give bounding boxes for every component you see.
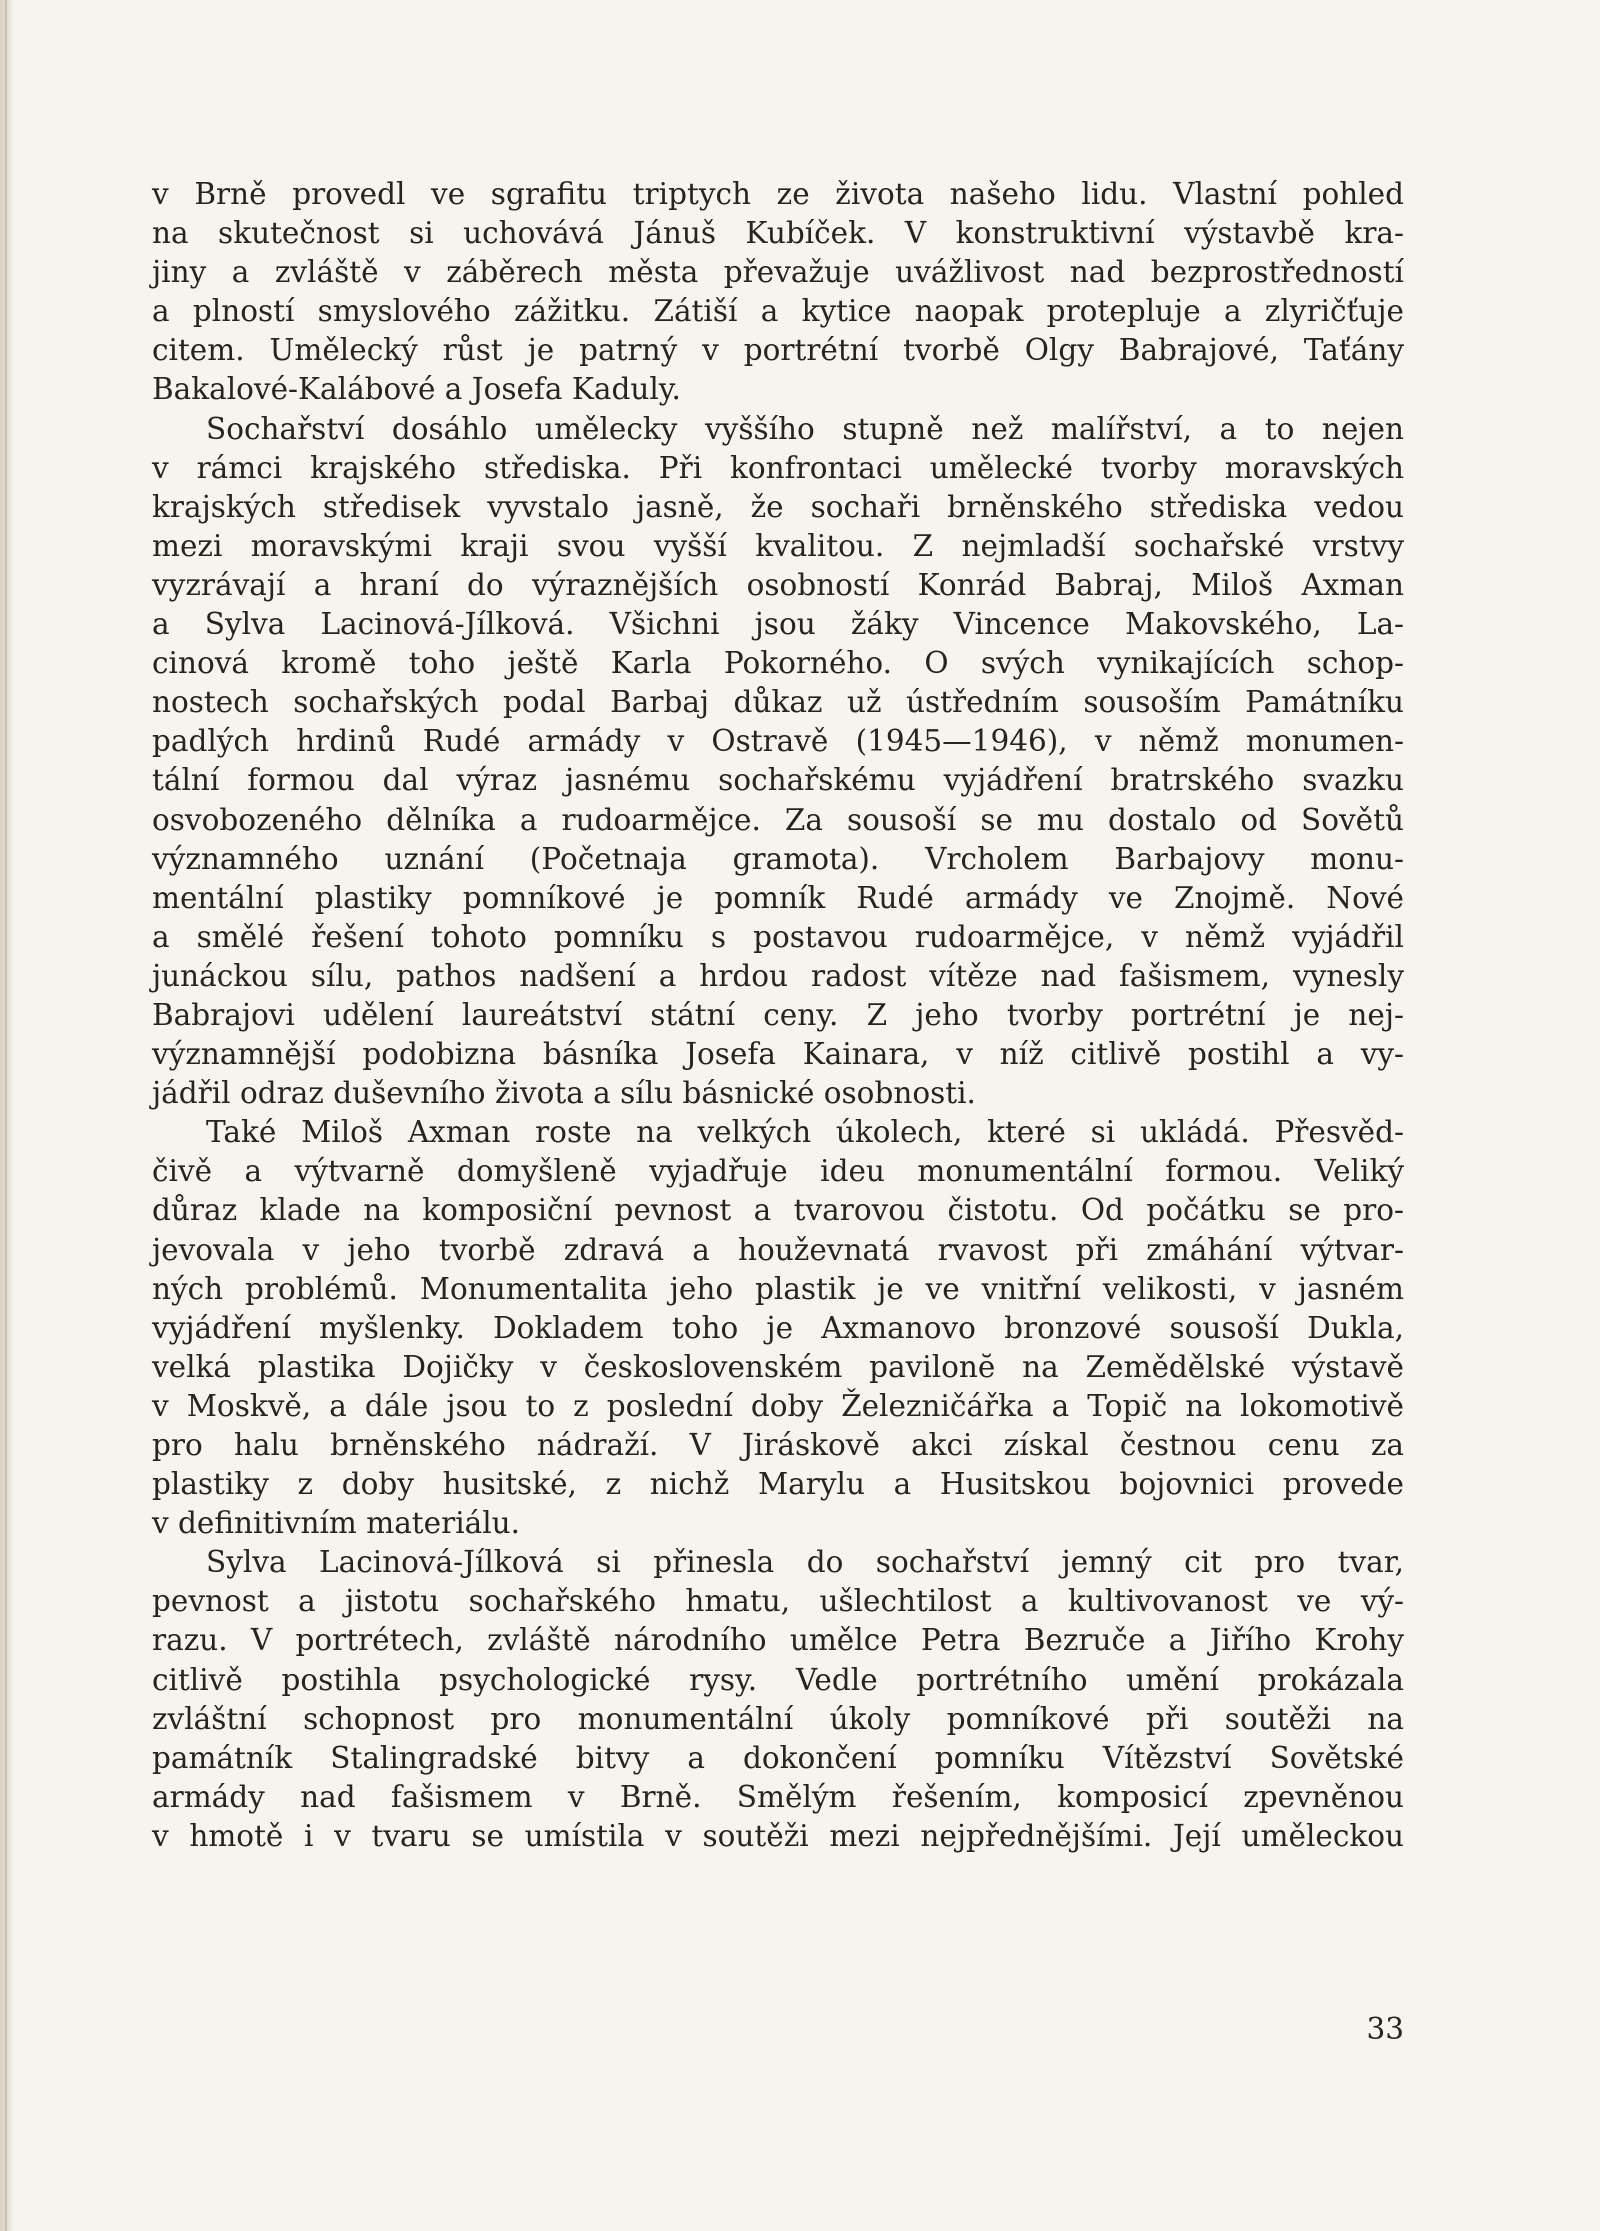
text-line: jevovala v jeho tvorbě zdravá a houževnatá rvavost při zmáhání výtvar- <box>152 1232 1404 1267</box>
text-line: vyjádření myšlenky. Dokladem toho je Axmanovo bronzové sousoší Dukla, <box>152 1310 1404 1345</box>
text-line: razu. V portrétech, zvláště národního umělce Petra Bezruče a Jiřího Krohy <box>152 1623 1404 1658</box>
text-line: v Brně provedl ve sgrafitu triptych ze života našeho lidu. Vlastní pohled <box>152 177 1404 211</box>
text-line: památník Stalingradské bitvy a dokončení pomníku Vítězství Sovětské <box>152 1740 1404 1775</box>
text-line: v hmotě i v tvaru se umístila v soutěži mezi nejpřednějšími. Její uměleckou <box>152 1818 1404 1853</box>
text-line: velká plastika Dojičky v československém pavilonĕ na Zemědělské výstavě <box>152 1349 1404 1384</box>
page-binding-edge <box>0 0 14 2231</box>
text-line: padlých hrdinů Rudé armády v Ostravě (1945—1946), v němž monumen- <box>152 724 1404 759</box>
text-line: tální formou dal výraz jasnému sochařskému vyjádření bratrského svazku <box>152 763 1404 798</box>
text-line: důraz klade na komposiční pevnost a tvarovou čistotu. Od počátku se pro- <box>152 1193 1404 1228</box>
text-line: Babrajovi udělení laureátství státní ceny. Z jeho tvorby portrétní je nej- <box>152 997 1404 1032</box>
text-line: čivě a výtvarně domyšleně vyjadřuje ideu monumentální formou. Veliký <box>152 1154 1404 1189</box>
text-line: krajských středisek vyvstalo jasně, že sochaři brněnského střediska vedou <box>152 489 1404 524</box>
text-line: významného uznání (Početnaja gramota). Vrcholem Barbajovy monu- <box>152 841 1404 876</box>
page-number: 33 <box>1366 2012 1404 2046</box>
text-line: významnější podobizna básníka Josefa Kainara, v níž citlivě postihl a vy- <box>152 1037 1404 1072</box>
text-line: ných problémů. Monumentalita jeho plastik je ve vnitřní velikosti, v jasném <box>152 1271 1404 1306</box>
text-line: citlivě postihla psychologické rysy. Vedle portrétního umění prokázala <box>152 1662 1404 1697</box>
text-line: plastiky z doby husitské, z nichž Marylu a Husitskou bojovnici provede <box>152 1467 1404 1502</box>
text-line: cinová kromě toho ještě Karla Pokorného. O svých vynikajících schop- <box>152 646 1404 681</box>
text-line: a plností smyslového zážitku. Zátiší a kytice naopak protepluje a zlyričťuje <box>152 294 1404 329</box>
text-line: a Sylva Lacinová-Jílková. Všichni jsou žáky Vincence Makovského, La- <box>152 607 1404 642</box>
text-line: zvláštní schopnost pro monumentální úkoly pomníkové při soutěži na <box>152 1701 1404 1736</box>
text-line: v definitivním materiálu. <box>152 1506 521 1541</box>
text-line: pro halu brněnského nádraží. V Jiráskově akci získal čestnou cenu za <box>152 1428 1404 1462</box>
text-line: pevnost a jistotu sochařského hmatu, ušlechtilost a kultivovanost ve vý- <box>152 1584 1404 1619</box>
text-line: Také Miloš Axman roste na velkých úkolech, které si ukládá. Přesvěd- <box>206 1115 1404 1150</box>
text-line: Sochařství dosáhlo umělecky vyššího stupně než malířství, a to nejen <box>206 411 1404 446</box>
body-text <box>152 175 1404 1856</box>
text-line: mezi moravskými kraji svou vyšší kvalitou. Z nejmladší sochařské vrstvy <box>152 528 1404 563</box>
text-line: osvobozeného dělníka a rudoarmějce. Za sousoší se mu dostalo od Sovětů <box>152 802 1404 837</box>
text-line: v Moskvě, a dále jsou to z poslední doby Železničářka a Topič na lokomotivě <box>152 1388 1404 1423</box>
text-line: Bakalové-Kalábové a Josefa Kaduly. <box>152 372 681 407</box>
text-line: vyzrávají a hraní do výraznějších osobností Konrád Babraj, Miloš Axman <box>152 567 1404 602</box>
text-line: junáckou sílu, pathos nadšení a hrdou radost vítěze nad fašismem, vynesly <box>152 958 1404 993</box>
text-line: v rámci krajského střediska. Při konfrontaci umělecké tvorby moravských <box>152 450 1404 485</box>
text-line: mentální plastiky pomníkové je pomník Rudé armády ve Znojmě. Nové <box>152 880 1404 915</box>
text-line: na skutečnost si uchovává Jánuš Kubíček. V konstruktivní výstavbě kra- <box>152 216 1404 251</box>
text-line: jiny a zvláště v záběrech města převažuje uvážlivost nad bezprostředností <box>152 255 1404 290</box>
text-line: Sylva Lacinová-Jílková si přinesla do sochařství jemný cit pro tvar, <box>206 1545 1404 1580</box>
text-line: a smělé řešení tohoto pomníku s postavou rudoarmějce, v němž vyjádřil <box>152 919 1404 954</box>
text-line: citem. Umělecký růst je patrný v portrétní tvorbě Olgy Babrajové, Taťány <box>152 333 1404 368</box>
text-line: armády nad fašismem v Brně. Smělým řešením, komposicí zpevněnou <box>152 1779 1404 1814</box>
binding-shadow-line <box>5 0 7 2231</box>
text-line: nostech sochařských podal Barbaj důkaz už ústředním sousoším Památníku <box>152 685 1404 720</box>
text-line: jádřil odraz duševního života a sílu básnické osobnosti. <box>152 1076 976 1111</box>
